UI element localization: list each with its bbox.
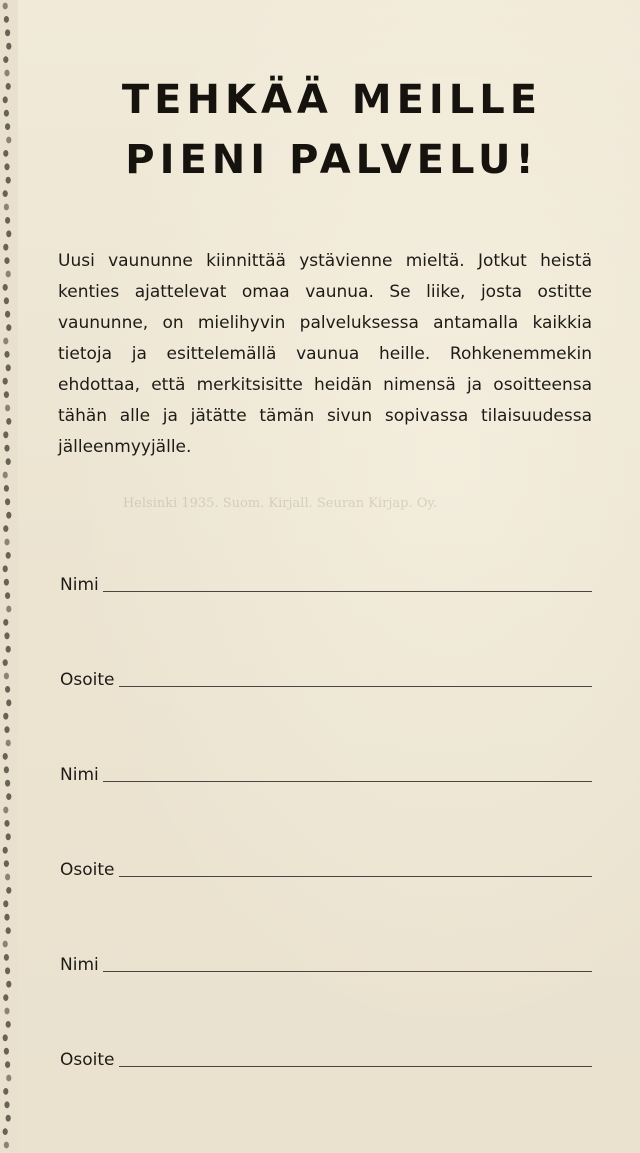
intro-paragraph: Uusi vaununne kiinnittää ystävienne mieltä. Jotkut heistä kenties ajattelevat omaa vaunua. Se liike, josta ostitte vaununne, on mielihyvin palveluksessa antamalla kaikkia tietoja ja esittelemällä vaunua heille. Rohkenemmekin ehdottaa, että merkitsisitte heidän nimensä ja osoitteensa tähän alle ja jätätte tämän sivun sopivassa tilaisuudessa jälleenmyyjälle. xyxy=(58,251,592,457)
perforation-hole xyxy=(4,954,9,961)
perforation-hole xyxy=(4,1142,9,1149)
perforation-hole xyxy=(3,847,8,854)
perforation-hole xyxy=(3,244,8,251)
perforation-hole xyxy=(3,807,8,814)
perforation-hole xyxy=(5,217,10,224)
perforation-hole xyxy=(3,619,8,626)
perforation-hole xyxy=(4,110,9,117)
perforation-hole xyxy=(4,914,9,921)
perforation-hole xyxy=(6,887,11,894)
perforation-hole xyxy=(4,16,9,23)
perforation-hole xyxy=(5,780,10,787)
perforation-hole xyxy=(5,311,10,318)
name-line[interactable] xyxy=(103,591,592,592)
perforation-hole xyxy=(6,177,11,184)
perforated-edge xyxy=(0,0,18,1153)
perforation-hole xyxy=(6,1075,11,1082)
perforation-hole xyxy=(6,418,11,425)
perforation-hole xyxy=(5,1061,10,1068)
page-title xyxy=(62,70,602,190)
perforation-hole xyxy=(6,606,11,613)
address-field-3[interactable] xyxy=(60,1040,592,1070)
perforation-hole xyxy=(6,364,11,371)
perforation-hole xyxy=(4,726,9,733)
perforation-hole xyxy=(5,498,10,505)
perforation-hole xyxy=(3,96,8,103)
perforation-hole xyxy=(4,70,9,77)
perforation-hole xyxy=(3,150,8,157)
perforation-hole xyxy=(3,338,8,345)
perforation-hole xyxy=(6,1115,11,1122)
perforation-hole xyxy=(3,565,8,572)
perforation-hole xyxy=(6,137,11,144)
perforation-hole xyxy=(3,378,8,385)
perforation-hole xyxy=(5,123,10,130)
perforation-hole xyxy=(5,874,10,881)
perforation-hole xyxy=(3,753,8,760)
name-line[interactable] xyxy=(103,971,592,972)
perforation-hole xyxy=(6,1021,11,1028)
name-line[interactable] xyxy=(103,781,592,782)
perforation-hole xyxy=(4,632,9,639)
perforation-hole xyxy=(4,297,9,304)
perforation-hole xyxy=(4,579,9,586)
perforation-hole xyxy=(4,204,9,211)
perforation-hole xyxy=(3,659,8,666)
title-line-1: TEHKÄÄ MEILLE xyxy=(121,77,543,123)
perforation-hole xyxy=(3,431,8,438)
address-label: Osoite xyxy=(60,1050,115,1070)
name-label: Nimi xyxy=(60,955,99,975)
address-line[interactable] xyxy=(119,686,593,687)
perforation-dots xyxy=(0,0,18,1153)
perforation-hole xyxy=(6,833,11,840)
perforation-hole xyxy=(6,324,11,331)
perforation-hole xyxy=(4,766,9,773)
perforation-hole xyxy=(6,552,11,559)
perforation-hole xyxy=(5,405,10,412)
perforation-hole xyxy=(4,485,9,492)
name-label: Nimi xyxy=(60,575,99,595)
perforation-hole xyxy=(3,190,8,197)
perforation-hole xyxy=(4,1008,9,1015)
perforation-hole xyxy=(4,860,9,867)
perforation-hole xyxy=(6,271,11,278)
perforation-hole xyxy=(6,458,11,465)
title-line-2: PIENI PALVELU! xyxy=(125,137,539,183)
perforation-hole xyxy=(4,539,9,546)
perforation-hole xyxy=(4,163,9,170)
name-field-1[interactable] xyxy=(60,565,592,595)
perforation-hole xyxy=(3,472,8,479)
address-field-1[interactable] xyxy=(60,660,592,690)
perforation-hole xyxy=(3,1088,8,1095)
perforation-hole xyxy=(5,592,10,599)
perforation-hole xyxy=(4,445,9,452)
perforation-hole xyxy=(6,740,11,747)
perforation-hole xyxy=(3,1128,8,1135)
perforation-hole xyxy=(3,713,8,720)
perforation-hole xyxy=(6,83,11,90)
perforation-hole xyxy=(6,793,11,800)
name-field-2[interactable] xyxy=(60,755,592,785)
perforation-hole xyxy=(4,673,9,680)
name-field-3[interactable] xyxy=(60,945,592,975)
address-line[interactable] xyxy=(119,1066,593,1067)
perforation-hole xyxy=(6,512,11,519)
perforation-hole xyxy=(3,994,8,1001)
perforation-hole xyxy=(3,56,8,63)
perforation-hole xyxy=(4,351,9,358)
perforation-hole xyxy=(3,525,8,532)
perforation-hole xyxy=(3,941,8,948)
perforation-hole xyxy=(5,686,10,693)
perforation-hole xyxy=(6,981,11,988)
perforation-hole xyxy=(5,967,10,974)
perforation-hole xyxy=(4,1101,9,1108)
perforation-hole xyxy=(6,927,11,934)
address-label: Osoite xyxy=(60,670,115,690)
perforation-hole xyxy=(6,699,11,706)
faint-imprint: Helsinki 1935. Suom. Kirjall. Seuran Kirjap. Oy. xyxy=(122,496,438,511)
perforation-hole xyxy=(6,646,11,653)
perforation-hole xyxy=(3,900,8,907)
perforation-hole xyxy=(6,43,11,50)
perforation-hole xyxy=(5,29,10,36)
perforation-hole xyxy=(6,230,11,237)
address-label: Osoite xyxy=(60,860,115,880)
address-line[interactable] xyxy=(119,876,593,877)
perforation-hole xyxy=(3,284,8,291)
perforation-hole xyxy=(4,257,9,264)
perforation-hole xyxy=(3,3,8,10)
perforation-hole xyxy=(4,1048,9,1055)
address-field-2[interactable] xyxy=(60,850,592,880)
perforation-hole xyxy=(4,820,9,827)
perforation-hole xyxy=(4,391,9,398)
name-label: Nimi xyxy=(60,765,99,785)
perforation-hole xyxy=(3,1034,8,1041)
